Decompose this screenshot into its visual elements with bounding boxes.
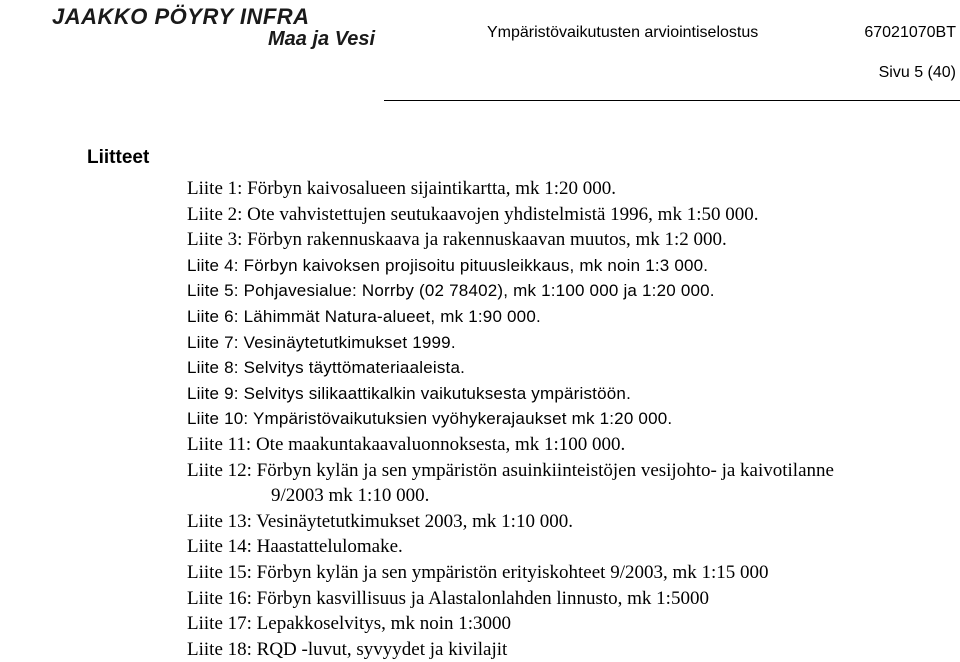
attachment-item	[187, 227, 834, 253]
attachment-item	[187, 560, 834, 586]
attachment-text-continuation: 9/2003 mk 1:10 000.	[271, 485, 430, 507]
attachment-text: Liite 11: Ote maakuntakaavaluonnoksesta, mk 1:100 000.	[187, 433, 626, 455]
attachment-text: Liite 10: Ympäristövaikutuksien vyöhykerajaukset mk 1:20 000.	[187, 409, 673, 429]
attachment-item	[187, 278, 834, 304]
section-heading: Liitteet	[87, 147, 150, 168]
attachment-item	[187, 611, 834, 637]
document-title: Ympäristövaikutusten arviointiselostus	[487, 24, 759, 41]
attachment-item	[187, 330, 834, 356]
attachment-item	[187, 534, 834, 560]
attachment-item	[187, 458, 834, 509]
attachment-text: Liite 2: Ote vahvistettujen seutukaavojen yhdistelmistä 1996, mk 1:50 000.	[187, 203, 759, 225]
attachment-item	[187, 637, 834, 662]
attachment-text: Liite 4: Förbyn kaivoksen projisoitu pituusleikkaus, mk noin 1:3 000.	[187, 255, 709, 275]
attachment-text: Liite 14: Haastattelulomake.	[187, 536, 403, 558]
attachment-text: Liite 12: Förbyn kylän ja sen ympäristön asuinkiinteistöjen vesijohto- ja kaivotilanne	[187, 459, 834, 481]
document-code: 67021070BT	[864, 24, 956, 41]
attachment-text: Liite 6: Lähimmät Natura-alueet, mk 1:90 000.	[187, 306, 541, 326]
attachment-text: Liite 16: Förbyn kasvillisuus ja Alastalonlahden linnusto, mk 1:5000	[187, 587, 709, 609]
page-number: Sivu 5 (40)	[878, 64, 956, 81]
attachment-list	[187, 176, 834, 662]
attachment-text: Liite 1: Förbyn kaivosalueen sijaintikartta, mk 1:20 000.	[187, 178, 617, 199]
attachment-item	[187, 432, 834, 458]
attachment-text: Liite 15: Förbyn kylän ja sen ympäristön erityiskohteet 9/2003, mk 1:15 000	[187, 561, 769, 583]
attachment-text: Liite 8: Selvitys täyttömateriaaleista.	[187, 358, 466, 378]
attachment-text: Liite 5: Pohjavesialue: Norrby (02 78402), mk 1:100 000 ja 1:20 000.	[187, 281, 715, 301]
logo-company-name: JAAKKO PÖYRY INFRA	[52, 4, 310, 29]
attachment-text: Liite 18: RQD -luvut, syvyydet ja kivilajit	[187, 638, 508, 660]
attachment-text: Liite 13: Vesinäytetutkimukset 2003, mk 1:10 000.	[187, 510, 573, 532]
logo-division-name: Maa ja Vesi	[268, 28, 376, 50]
attachment-text: Liite 17: Lepakkoselvitys, mk noin 1:3000	[187, 613, 512, 635]
attachment-item	[187, 406, 834, 432]
attachment-text: Liite 9: Selvitys silikaattikalkin vaikutuksesta ympäristöön.	[187, 383, 631, 403]
attachment-text: Liite 3: Förbyn rakennuskaava ja rakennuskaavan muutos, mk 1:2 000.	[187, 229, 727, 251]
header-divider	[384, 100, 960, 101]
attachment-item	[187, 202, 834, 228]
attachment-item	[187, 355, 834, 381]
attachment-item	[187, 381, 834, 407]
attachment-item	[187, 304, 834, 330]
attachment-item	[187, 176, 834, 202]
attachment-item	[187, 253, 834, 279]
attachment-item	[187, 509, 834, 535]
company-logo	[52, 4, 382, 48]
attachment-item	[187, 586, 834, 612]
attachment-text: Liite 7: Vesinäytetutkimukset 1999.	[187, 332, 456, 352]
